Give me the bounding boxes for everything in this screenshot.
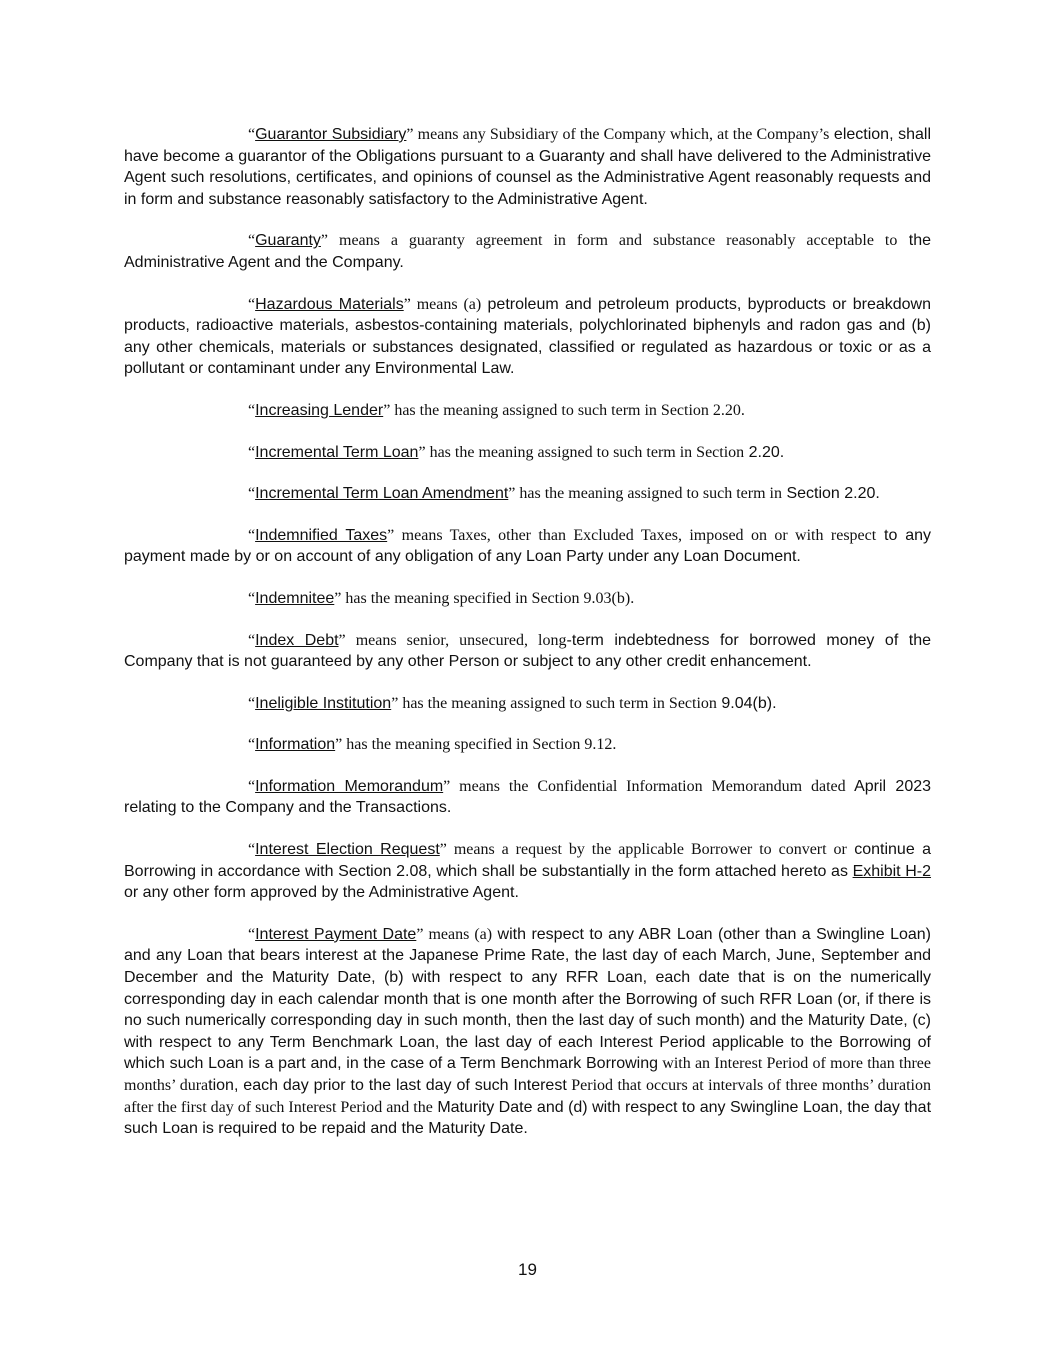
defined-term: Guarantor Subsidiary (255, 126, 407, 143)
page-number: 19 (518, 1260, 537, 1279)
defined-term: Interest Election Request (255, 841, 440, 859)
defined-term: Guaranty (255, 232, 321, 250)
defined-term: Indemnitee (255, 589, 335, 607)
defined-term: Incremental Term Loan Amendment (255, 485, 509, 503)
definition-interest-election-request: “Interest Election Request” means a request by the applicable Borrower to convert or continue a Borrowing in accordance with Section 2.08, which shall be substantially in the form attached hereto as Exhibit H-2 or any other form approved by the Administrative Agent. (124, 841, 932, 902)
defined-term: Hazardous Materials (255, 295, 404, 313)
defined-term: Indemnified Taxes (255, 526, 388, 544)
definition-guarantor-subsidiary: “Guarantor Subsidiary” means any Subsidiary of the Company which, at the Company’s election, shall have become a guarantor of the Obligations pursuant to a Guaranty and shall have delivered to the Administrative Agent such resolutions, certificates, and opinions of counsel as the Administrative Agent reasonably requests and in form and substance reasonably satisfactory to the Administrative Agent. (124, 126, 931, 208)
defined-term: Increasing Lender (255, 401, 384, 419)
exhibit-h2-reference: Exhibit H-2 (852, 862, 932, 880)
definition-ineligible-institution: “Ineligible Institution” has the meaning assigned to such term in Section 9.04(b). (248, 694, 777, 712)
definition-incremental-term-loan: “Incremental Term Loan” has the meaning assigned to such term in Section 2.20. (248, 443, 785, 461)
defined-term: Incremental Term Loan (255, 443, 419, 461)
definition-interest-payment-date: “Interest Payment Date” means (a) with respect to any ABR Loan (other than a Swingline Loan) and any Loan that bears interest at the Japanese Prime Rate, the last day of each March, June, September and December and the Maturity Date, (b) with respect to any RFR Loan, each date that is on the numerically corresponding day in each calendar month that is one month after the Borrowing of such RFR Loan (or, if there is no such numerically corresponding day in such month, then the last day of such month) and the Maturity Date, (c) with respect to any Term Benchmark Loan, the last day of each Interest Period applicable to the Borrowing of which such Loan is a part and, in the case of a Term Benchmark Borrowing with an Interest Period of more than three months’ duration, each day prior to the last day of such Interest Period that occurs at intervals of three months’ duration after the first day of such Interest Period and the Maturity Date and (d) with respect to any Swingline Loan, the day that such Loan is required to be repaid and the Maturity Date. (124, 925, 932, 1138)
defined-term: Ineligible Institution (255, 694, 392, 712)
definition-incremental-term-loan-amendment: “Incremental Term Loan Amendment” has the meaning assigned to such term in Section 2.20. (248, 485, 880, 503)
document-page (124, 124, 931, 1160)
definition-information-memorandum: “Information Memorandum” means the Confidential Information Memorandum dated April 2023 relating to the Company and the Transactions. (124, 777, 932, 817)
defined-term: Information (255, 736, 336, 754)
definition-information: “Information” has the meaning specified in Section 9.12. (248, 736, 617, 754)
definition-hazardous-materials: “Hazardous Materials” means (a) petroleum and petroleum products, byproducts or breakdown products, radioactive materials, asbestos-containing materials, polychlorinated biphenyls and radon gas and (b) any other chemicals, materials or substances designated, classified or regulated as hazardous or toxic or as a pollutant or contaminant under any Environmental Law. (124, 295, 932, 378)
definition-guaranty: “Guaranty” means a guaranty agreement in form and substance reasonably acceptable to the Administrative Agent and the Company. (124, 232, 931, 271)
definition-increasing-lender: “Increasing Lender” has the meaning assigned to such term in Section 2.20. (248, 401, 745, 419)
defined-term: Interest Payment Date (255, 925, 417, 943)
defined-term: Index Debt (255, 631, 339, 649)
defined-term: Information Memorandum (255, 777, 444, 795)
definition-indemnitee: “Indemnitee” has the meaning specified in Section 9.03(b). (248, 589, 635, 607)
definition-indemnified-taxes: “Indemnified Taxes” means Taxes, other than Excluded Taxes, imposed on or with respect to any payment made by or on account of any obligation of any Loan Party under any Loan Document. (124, 526, 931, 566)
definition-index-debt: “Index Debt” means senior, unsecured, long-term indebtedness for borrowed money of the Company that is not guaranteed by any other Person or subject to any other credit enhancement. (124, 631, 932, 671)
